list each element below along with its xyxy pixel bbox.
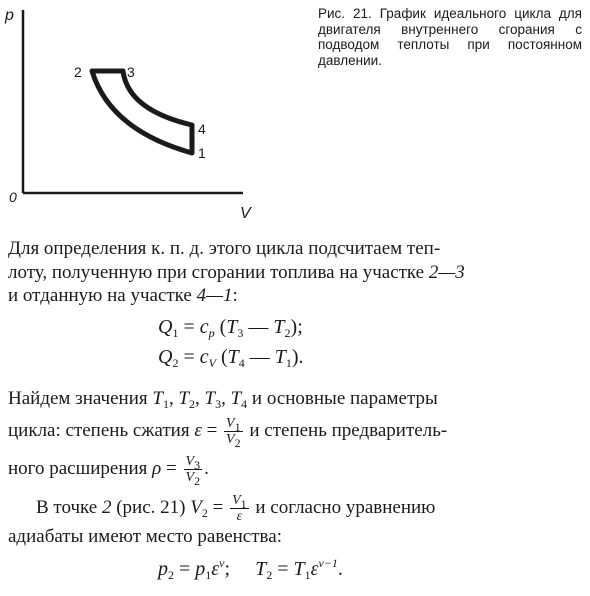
pv-diagram: [0, 0, 300, 230]
p1-subscript: 1: [205, 568, 212, 582]
t1-subscript: 1: [285, 356, 292, 370]
q1-equals: =: [178, 316, 200, 338]
t4-subscript: 4: [238, 356, 245, 370]
period: .: [337, 558, 343, 580]
p2-text-2: цикла: степень сжатия: [8, 419, 195, 441]
q2-symbol: Q: [158, 346, 173, 368]
p1-text-3: и отданную на участке: [8, 285, 197, 306]
v2-subscript: 2: [234, 436, 241, 450]
comma: ,: [221, 388, 231, 409]
exponent: ν: [219, 556, 225, 570]
point-label-4: 4: [198, 121, 206, 137]
paragraph-1-line-1: Для определения к. п. д. этого цикла подсчитаем теп-: [8, 238, 441, 259]
epsilon-symbol: ε: [211, 558, 220, 580]
p2-subscript: 2: [168, 568, 174, 582]
equation-q1: [158, 316, 303, 339]
separator: ;: [224, 558, 256, 580]
t2-symbol: T: [255, 558, 267, 580]
v-symbol: V: [226, 432, 235, 447]
epsilon-symbol: ε: [194, 419, 202, 441]
cp-subscript: p: [208, 326, 215, 340]
paragraph-3-line-1: [36, 493, 584, 524]
equation-adiabatic: [158, 558, 343, 581]
p1-text: лоту, полученную при сгорании топлива на участке: [8, 262, 429, 283]
preexpansion-ratio-fraction: [184, 454, 203, 488]
exponent: ν−1: [318, 556, 338, 570]
point-label-1: 1: [198, 145, 206, 161]
epsilon-symbol: ε: [236, 509, 243, 524]
p2-text-2-end: и степень предваритель-: [244, 419, 448, 441]
equals: =: [201, 419, 223, 441]
figure-caption: Рис. 21. График идеального цикла для двигателя внутреннего сгорания с подводом теплоты при постоянном давлении.: [318, 6, 582, 68]
p2-symbol: p: [158, 558, 168, 580]
t3-subscript: 3: [237, 326, 244, 340]
cycle-curve: [92, 71, 192, 153]
q2-subscript: 2: [172, 356, 179, 370]
v1-subscript: 1: [234, 420, 241, 434]
equals: =: [207, 496, 229, 518]
v1-subscript: 1: [240, 497, 247, 511]
p3-text-end: и согласно уравнению: [250, 496, 436, 518]
p2-text: Найдем значения: [8, 388, 153, 409]
v-symbol: V: [185, 470, 195, 485]
equals: =: [174, 558, 196, 580]
equals: =: [272, 558, 294, 580]
compression-ratio-fraction: [224, 416, 243, 450]
t3-symbol: T: [204, 388, 216, 409]
q2-open: (: [215, 346, 228, 368]
q2-equals: =: [178, 346, 200, 368]
v2-fraction: [230, 493, 249, 524]
p2-text-3: ного расширения: [8, 457, 153, 479]
paragraph-1-line-3: [8, 285, 584, 307]
t3-symbol: T: [226, 316, 238, 338]
origin-label: 0: [9, 189, 17, 205]
t2-subscript: 2: [189, 397, 196, 411]
t1-subscript: 1: [162, 397, 169, 411]
p3-text: В точке: [36, 496, 102, 518]
t4-subscript: 4: [241, 397, 248, 411]
q2-minus: —: [244, 346, 275, 368]
paragraph-2-line-1: [8, 388, 584, 410]
t4-symbol: T: [227, 346, 239, 368]
q1-open: (: [214, 316, 227, 338]
cv-subscript: V: [208, 356, 216, 370]
t1-symbol: T: [274, 346, 286, 368]
v2-subscript: 2: [201, 505, 208, 520]
comma: ,: [168, 388, 179, 409]
figure-ref: (рис. 21): [111, 496, 191, 518]
axis-x-label: V: [240, 205, 251, 222]
v2-symbol: V: [190, 496, 202, 518]
t4-symbol: T: [230, 388, 242, 409]
t2-subscript: 2: [284, 326, 291, 340]
q1-symbol: Q: [158, 316, 173, 338]
cp-symbol: c: [199, 316, 209, 338]
axis-y-label: p: [5, 7, 14, 24]
t3-subscript: 3: [215, 397, 222, 411]
point-2-ref: 2: [101, 496, 112, 518]
p1-symbol: p: [195, 558, 206, 580]
v-symbol: V: [232, 493, 241, 508]
p2-text-end: и основные параметры: [247, 388, 438, 409]
point-label-3: 3: [127, 64, 135, 80]
q2-close: ).: [291, 346, 304, 368]
comma: ,: [195, 388, 205, 409]
segment-2-3: 2—3: [428, 262, 465, 283]
t2-subscript: 2: [266, 568, 273, 582]
segment-4-1: 4—1: [196, 285, 233, 306]
t2-symbol: T: [273, 316, 285, 338]
equation-q2: [158, 346, 304, 369]
v3-subscript: 3: [194, 458, 201, 472]
paragraph-2-line-3: [8, 454, 584, 488]
q1-subscript: 1: [172, 326, 179, 340]
v-symbol: V: [226, 416, 235, 431]
v2-subscript: 2: [194, 474, 201, 488]
paragraph-1-line-2: [8, 262, 584, 284]
point-label-2: 2: [74, 64, 82, 80]
t2-symbol: T: [178, 388, 190, 409]
period: .: [204, 457, 209, 479]
cv-symbol: c: [199, 346, 209, 368]
paragraph-2-line-2: [8, 416, 584, 450]
rho-symbol: ρ: [152, 457, 162, 479]
epsilon-symbol: ε: [310, 558, 319, 580]
t1-subscript: 1: [304, 568, 311, 582]
v-symbol: V: [185, 454, 195, 469]
t1-symbol: T: [293, 558, 305, 580]
q1-close: );: [290, 316, 303, 338]
q1-minus: —: [243, 316, 274, 338]
equals: =: [161, 457, 182, 479]
paragraph-3-line-2: адиабаты имеют место равенства:: [8, 526, 282, 547]
p1-colon: :: [232, 285, 238, 306]
t1-symbol: T: [152, 388, 163, 409]
